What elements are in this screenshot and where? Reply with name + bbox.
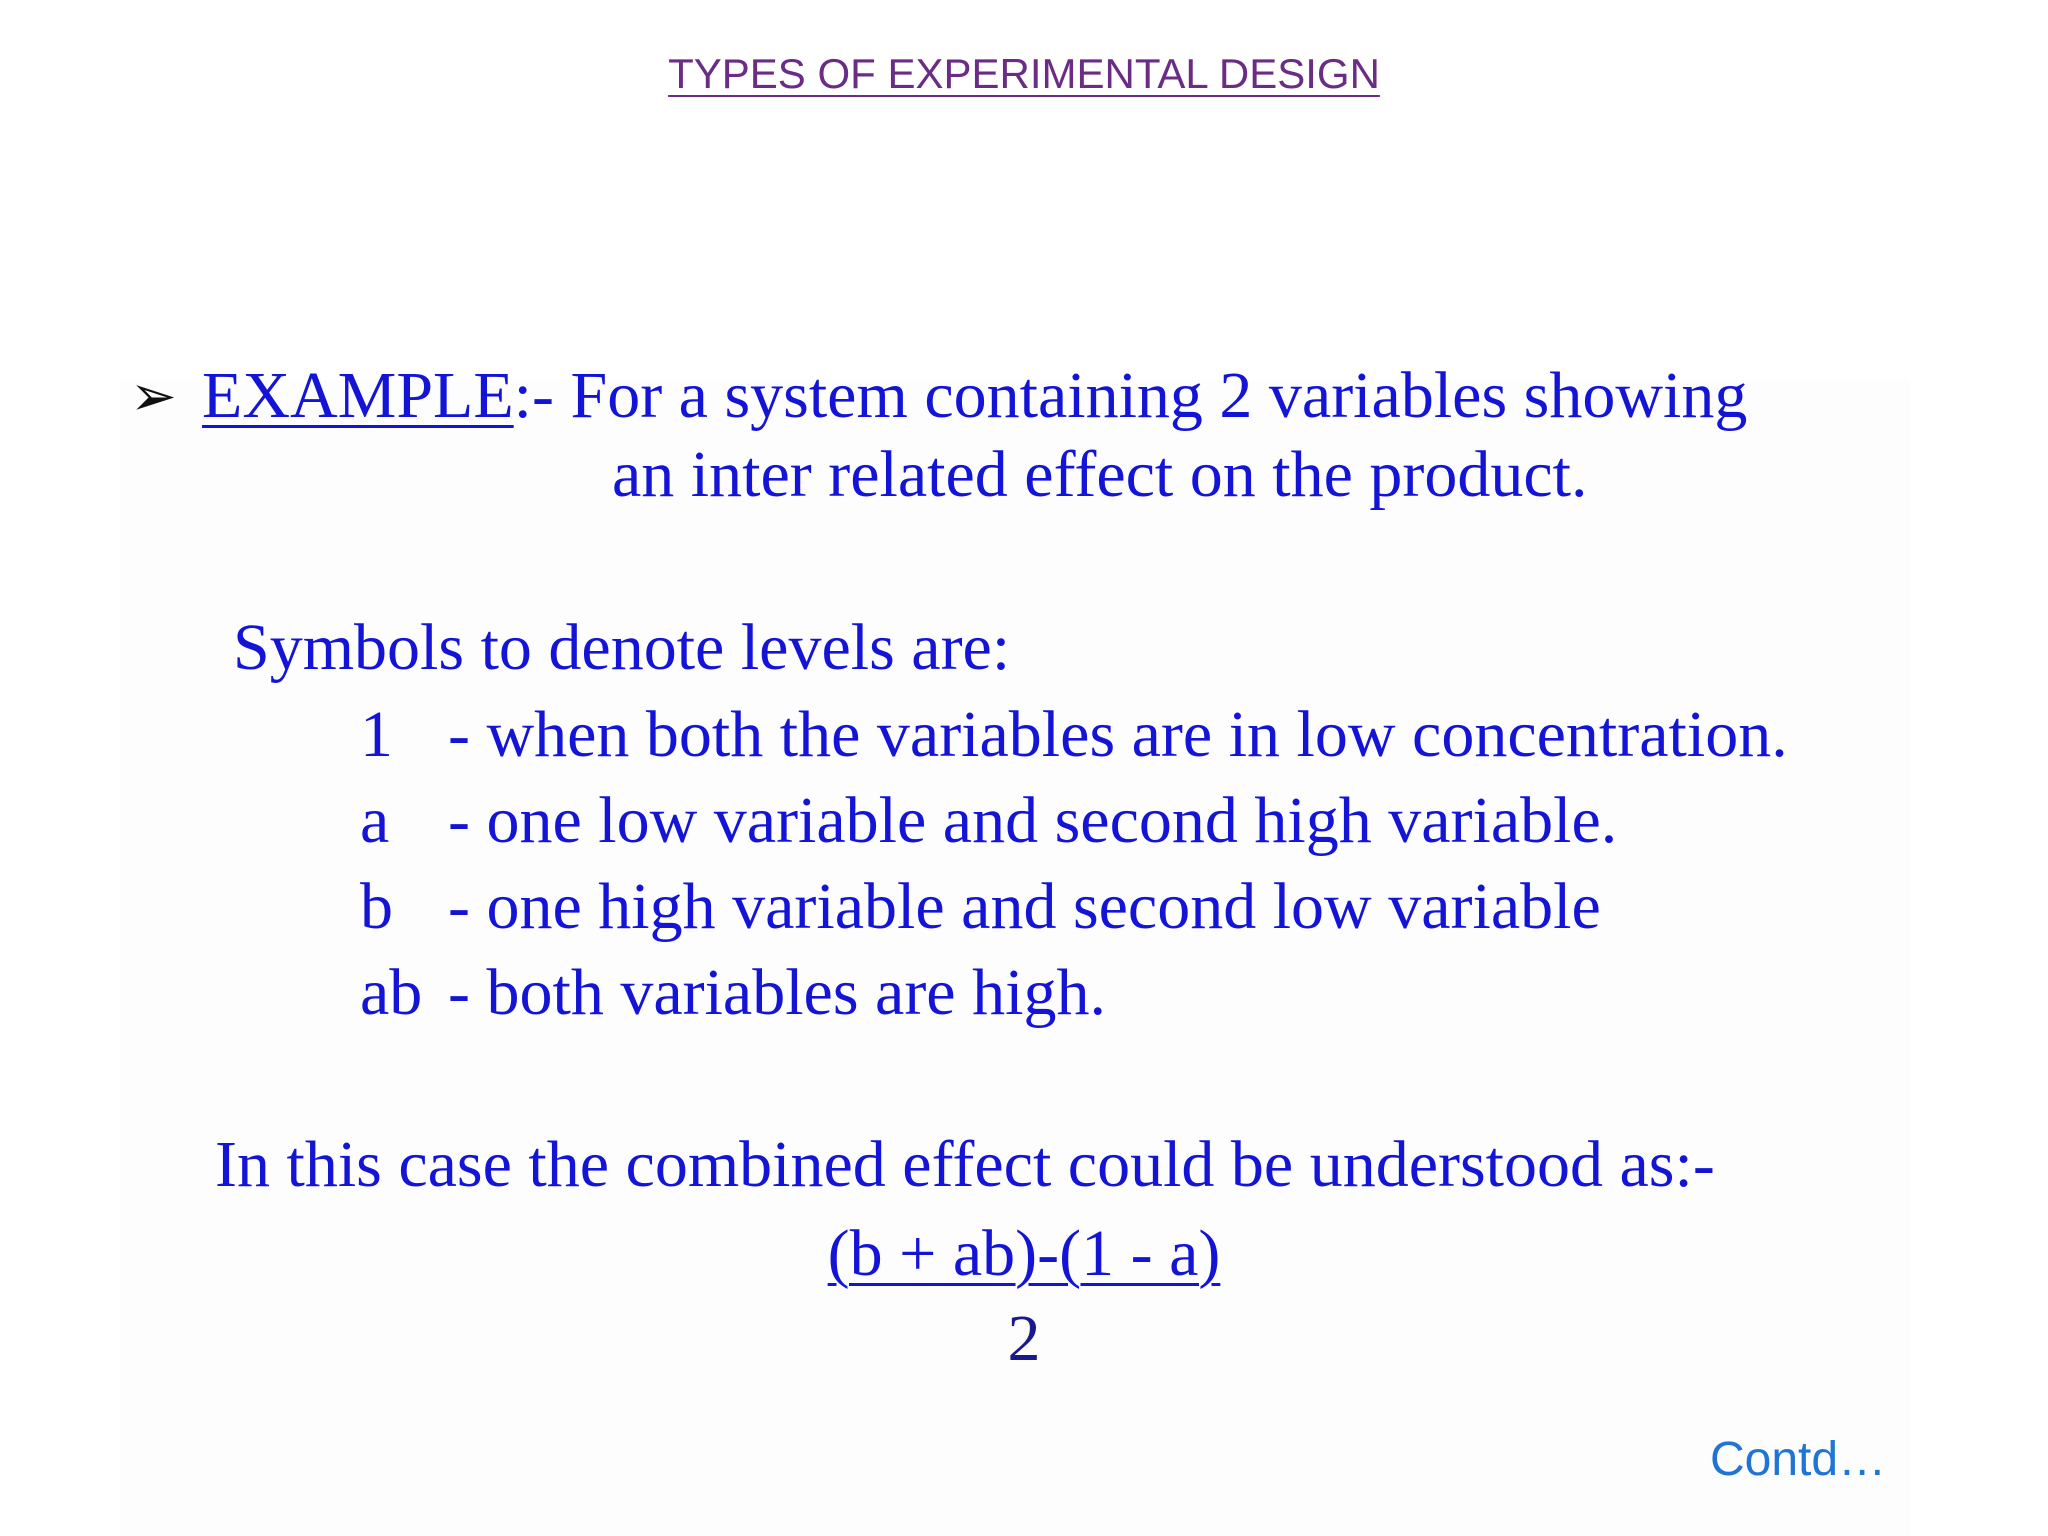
symbol-row (360, 870, 1601, 943)
example-line-1 (202, 359, 1748, 432)
example-separator: :- (513, 359, 554, 432)
symbol-description: - one high variable and second low variable (448, 870, 1601, 943)
slide-title: TYPES OF EXPERIMENTAL DESIGN (668, 50, 1380, 97)
example-text-1: For a system containing 2 variables showing (570, 359, 1748, 432)
contd-label: Contd… (1710, 1433, 1887, 1486)
symbol-label: ab (360, 956, 423, 1029)
example-label: EXAMPLE (202, 359, 514, 432)
symbol-label: 1 (360, 698, 393, 771)
symbol-description: - when both the variables are in low concentration. (448, 698, 1788, 771)
symbol-row (360, 698, 1788, 771)
formula-numerator (0, 1217, 2048, 1290)
combined-effect-text: In this case the combined effect could be understood as:- (215, 1128, 1715, 1201)
example-text-2: an inter related effect on the product. (612, 438, 1588, 511)
arrowhead-bullet-icon: ➢ (130, 364, 177, 429)
formula-denominator: 2 (1007, 1302, 1041, 1375)
formula-numerator-text: (b + ab)-(1 - a) (827, 1217, 1221, 1290)
symbols-heading: Symbols to denote levels are: (233, 611, 1011, 684)
symbol-description: - one low variable and second high variable. (448, 784, 1618, 857)
symbol-description: - both variables are high. (448, 956, 1106, 1029)
symbol-row (360, 784, 1618, 857)
symbol-row (360, 956, 1106, 1029)
symbol-label: b (360, 870, 393, 943)
symbol-label: a (360, 784, 390, 857)
